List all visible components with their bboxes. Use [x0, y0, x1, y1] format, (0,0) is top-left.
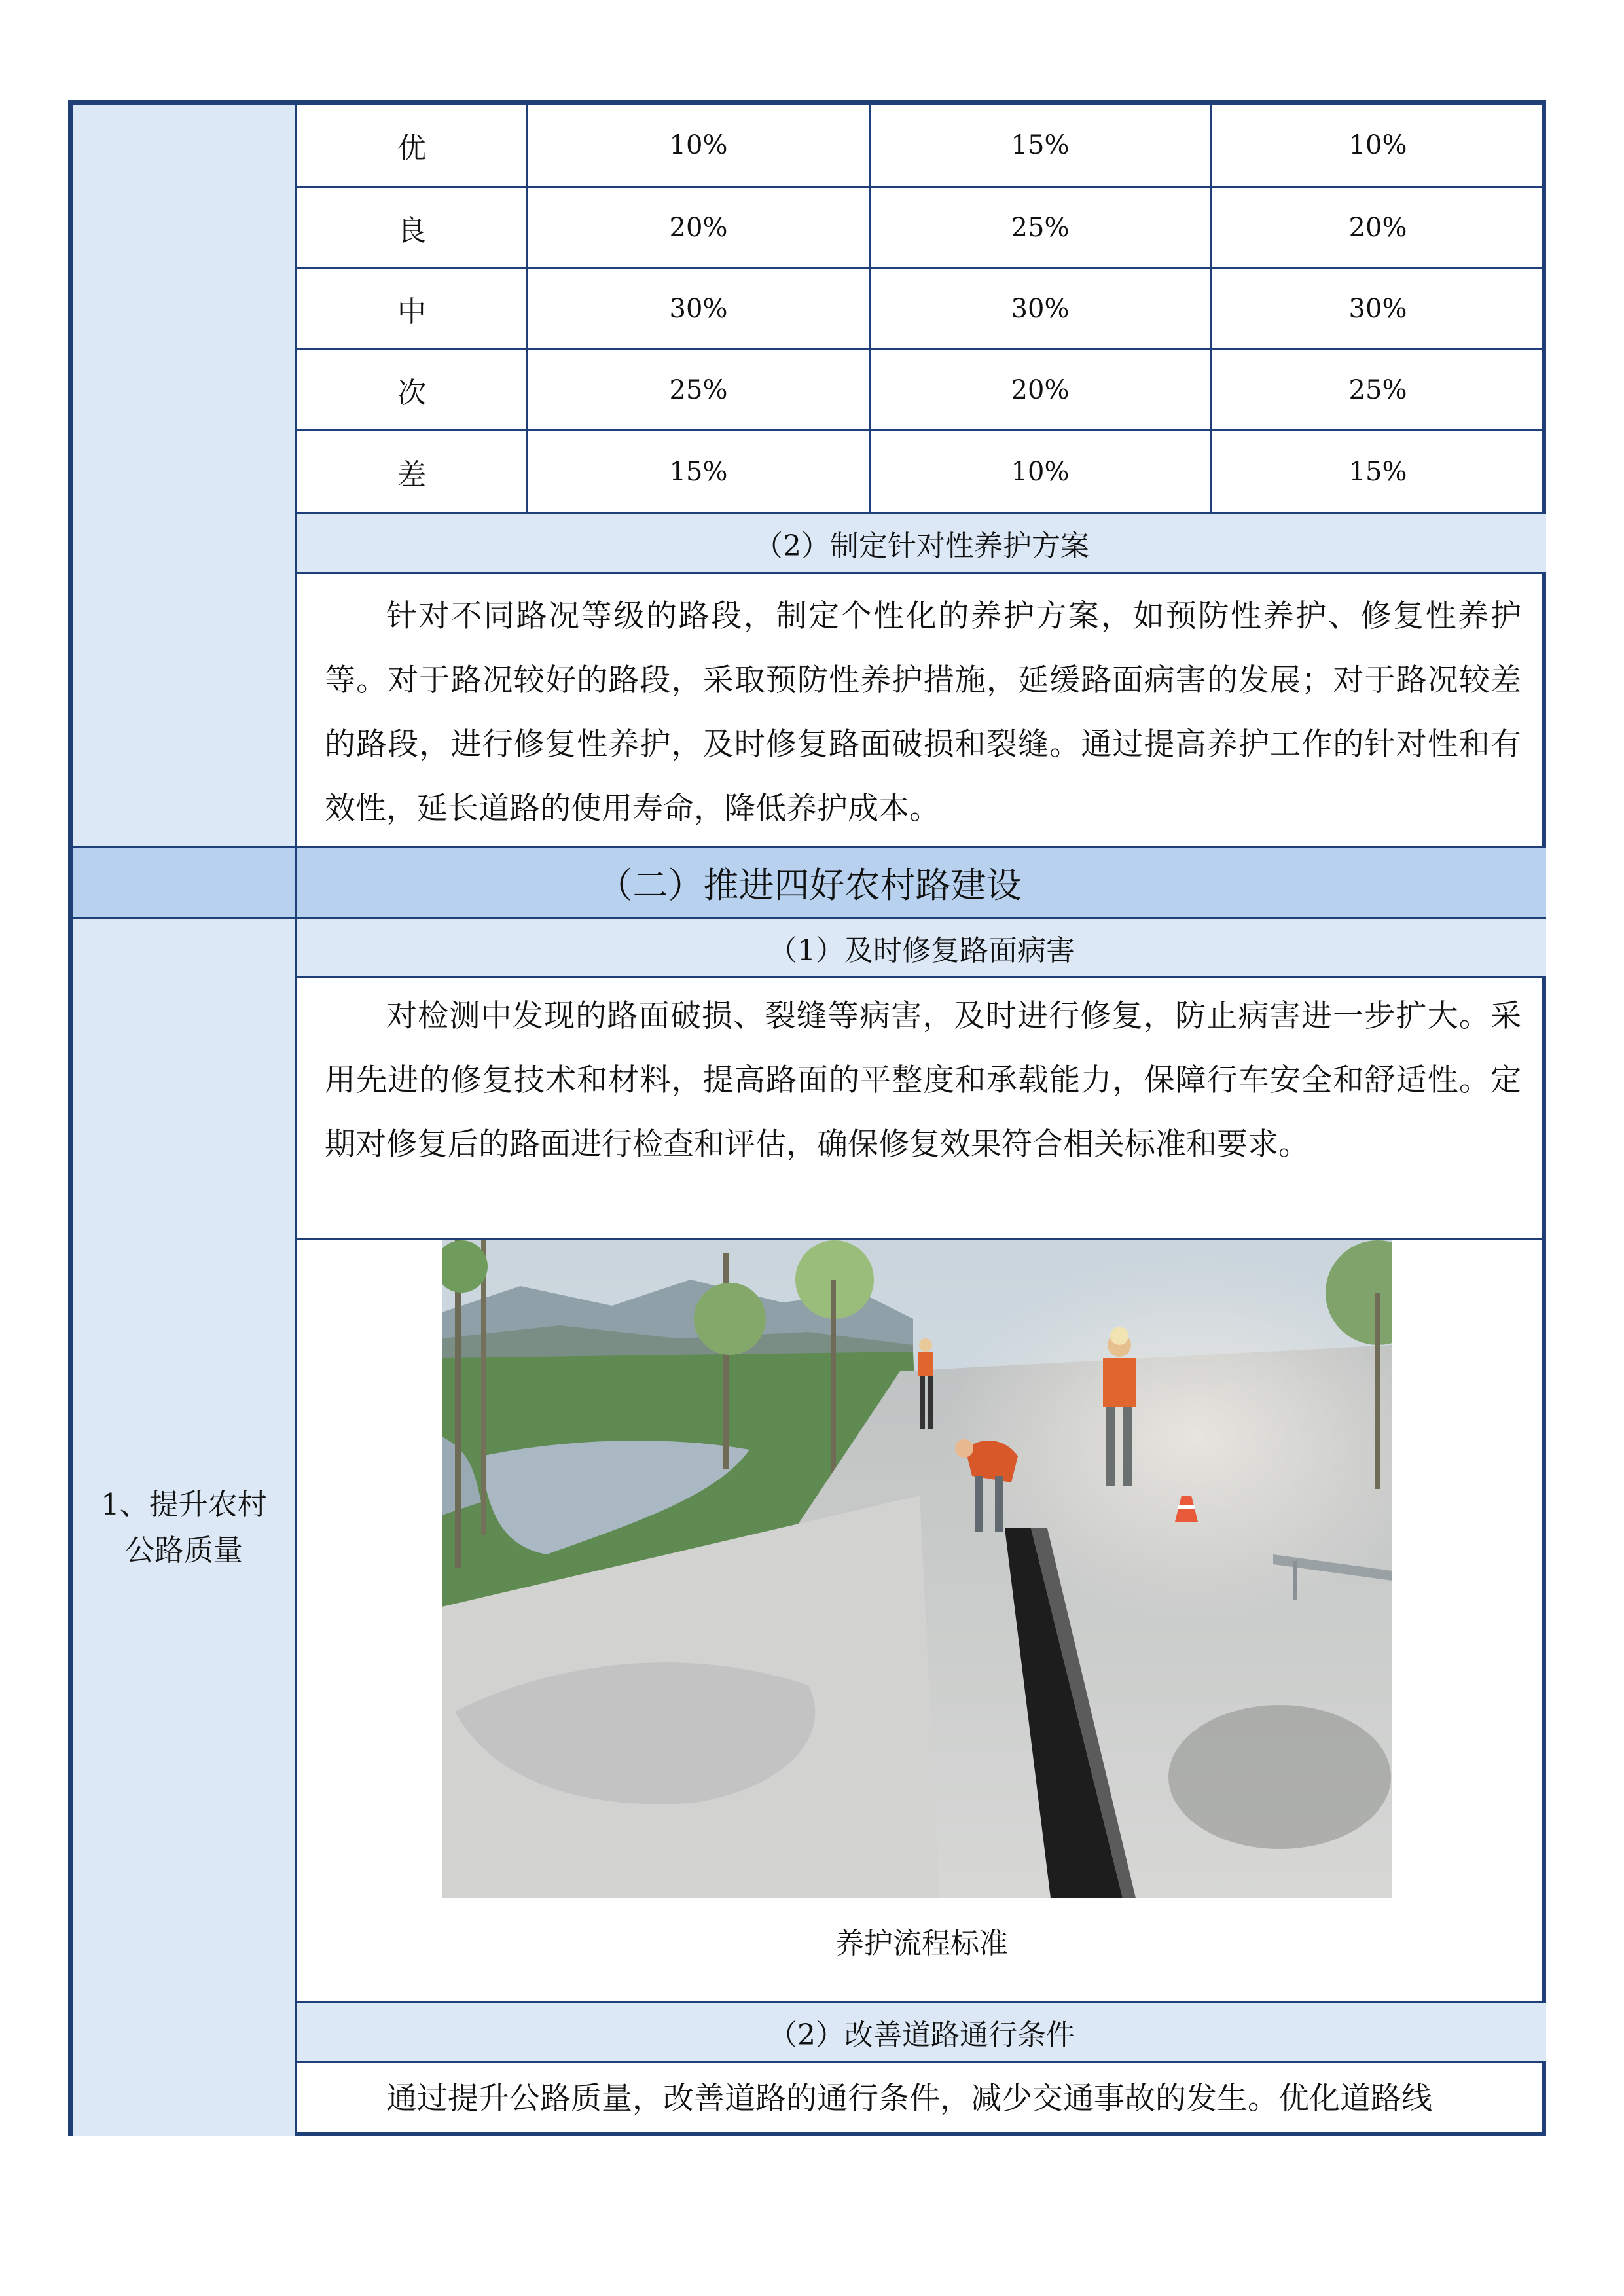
- value-cell: 30%: [1348, 293, 1407, 324]
- grid-line: [295, 267, 1546, 269]
- value-cell: 10%: [1348, 130, 1407, 160]
- grid-line: [869, 105, 871, 514]
- grid-line: [295, 2001, 1546, 2003]
- table-row: [297, 350, 1546, 429]
- value-cell: 15%: [1011, 130, 1070, 160]
- section-heading: （二）推进四好农村路建设: [73, 848, 1546, 917]
- grade-cell: 优: [397, 132, 426, 165]
- grid-line: [526, 105, 528, 514]
- grid-line: [295, 572, 1546, 574]
- paragraph-cell: [297, 2063, 1546, 2136]
- paragraph-cell: [297, 574, 1546, 846]
- subsection-heading: （2）改善道路通行条件: [297, 2003, 1546, 2061]
- paragraph-cell: [297, 978, 1546, 1238]
- value-cell: 20%: [669, 212, 728, 243]
- left-column-lower: [73, 919, 295, 2136]
- body-paragraph: 针对不同路况等级的路段，制定个性化的养护方案，如预防性养护、修复性养护等。对于路况较好的路段，采取预防性养护措施，延缓路面病害的发展；对于路况较差的路段，进行修复性养护，及时修复路面破损和裂缝。通过提高养护工作的针对性和有效性，延长道路的使用寿命，降低养护成本。: [325, 598, 1521, 827]
- value-cell: 10%: [669, 130, 728, 160]
- value-cell: 30%: [1011, 293, 1070, 324]
- body-paragraph: 通过提升公路质量，改善道路的通行条件，减少交通事故的发生。优化道路线: [386, 2081, 1432, 2117]
- subsection-heading: （1）及时修复路面病害: [297, 919, 1546, 976]
- table-row: [297, 105, 1546, 186]
- grid-line: [73, 917, 1546, 919]
- grid-line: [295, 348, 1546, 350]
- value-cell: 25%: [1348, 374, 1407, 405]
- subsection-heading: （2）制定针对性养护方案: [297, 514, 1546, 572]
- grade-cell: 次: [397, 376, 426, 410]
- table-row: [297, 431, 1546, 512]
- grid-line: [295, 429, 1546, 431]
- value-cell: 10%: [1011, 456, 1070, 487]
- left-column-upper: [73, 105, 295, 846]
- grade-cell: 良: [397, 213, 426, 247]
- grid-line: [1210, 105, 1212, 514]
- table-row: [297, 188, 1546, 267]
- grid-line: [295, 512, 1546, 514]
- value-cell: 30%: [669, 293, 728, 324]
- value-cell: 20%: [1011, 374, 1070, 405]
- value-cell: 15%: [1348, 456, 1407, 487]
- body-paragraph: 对检测中发现的路面破损、裂缝等病害，及时进行修复，防止病害进一步扩大。采用先进的修复技术和材料，提高路面的平整度和承载能力，保障行车安全和舒适性。定期对修复后的路面进行检查和评估，确保修复效果符合相关标准和要求。: [325, 998, 1521, 1162]
- table-row: [297, 269, 1546, 348]
- value-cell: 25%: [669, 374, 728, 405]
- grid-line: [295, 186, 1546, 188]
- photo-caption: 养护流程标准: [835, 1927, 1008, 1960]
- value-cell: 20%: [1348, 212, 1407, 243]
- value-cell: 15%: [669, 456, 728, 487]
- grade-cell: 中: [397, 295, 426, 329]
- grid-line: [73, 846, 1546, 848]
- grid-line: [295, 2061, 1546, 2063]
- grid-line: [295, 105, 297, 2136]
- row-category-label: 1、提升农村公路质量: [101, 1487, 267, 1568]
- road-repair-photo: [442, 1240, 1392, 1898]
- grid-line: [295, 976, 1546, 978]
- grade-cell: 差: [397, 457, 426, 492]
- value-cell: 25%: [1011, 212, 1070, 243]
